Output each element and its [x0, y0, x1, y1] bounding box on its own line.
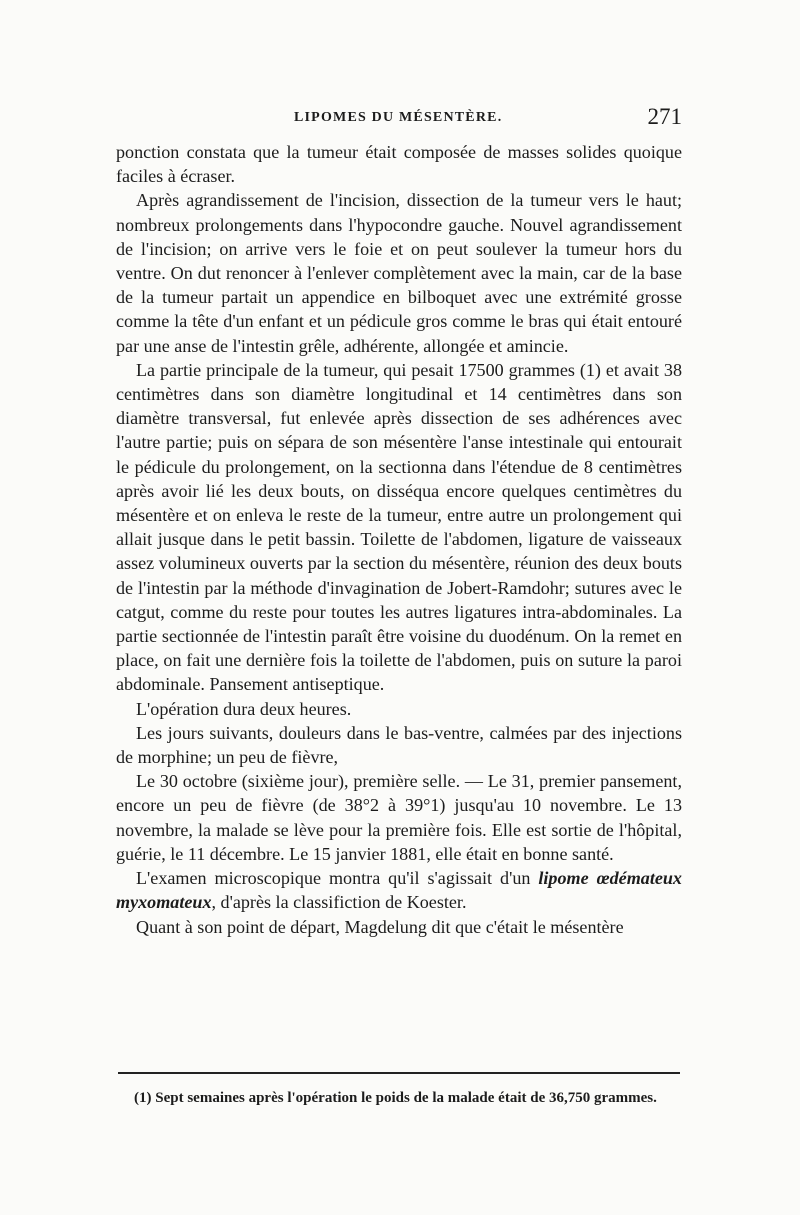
paragraph-1: ponction constata que la tumeur était composée de masses solides quoique faciles à écraser.: [116, 142, 682, 187]
paragraph-4: L'opération dura deux heures.: [136, 698, 352, 719]
footnote-marker: (1): [134, 1090, 152, 1106]
paragraph-7-lead: L'examen microscopique montra qu'il s'agissait d'un: [136, 868, 539, 889]
paragraph-8: Quant à son point de départ, Magdelung dit que c'était le mésentère: [136, 916, 624, 937]
paragraph-5: Les jours suivants, douleurs dans le bas-ventre, calmées par des injections de morphine; un peu de fièvre,: [116, 722, 682, 768]
page-number: 271: [647, 104, 682, 129]
body-text: [116, 140, 682, 939]
footnote-text: Sept semaines après l'opération le poids de la malade était de 36,750 grammes.: [151, 1090, 657, 1106]
paragraph-7: [116, 866, 682, 914]
footnote-rule: [118, 1072, 680, 1074]
running-title: LIPOMES DU MÉSENTÈRE.: [294, 110, 503, 125]
paragraph-6: Le 30 octobre (sixième jour), première selle. — Le 31, premier pansement, encore un peu de fièvre (de 38°2 à 39°1) jusqu'au 10 novembre. Le 13 novembre, la malade se lève pour la première fois. Elle est sortie de l'hôpital, guérie, le 11 décembre. Le 15 janvier 1881, elle était en bonne santé.: [116, 771, 682, 864]
diagnosis-term: lipome œdémateux myxomateux: [116, 868, 682, 913]
footnote: [116, 1088, 682, 1109]
page-header: [116, 104, 682, 132]
paragraph-2: Après agrandissement de l'incision, dissection de la tumeur vers le haut; nombreux prolongements dans l'hypocondre gauche. Nouvel agrandissement de l'incision; on arrive vers le foie et on peut soulever la tumeur hors du ventre. On dut renoncer à l'enlever complètement avec la main, car de la base de la tumeur partait un appendice en bilboquet avec une extrémité grosse comme la tête d'un enfant et un pédicule gros comme le bras qui était entouré par une anse de l'intestin grêle, adhérente, allongée et amincie.: [116, 190, 682, 356]
paragraph-3: La partie principale de la tumeur, qui pesait 17500 grammes (1) et avait 38 centimètres dans son diamètre longitudinal et 14 centimètres dans son diamètre transversal, fut enlevée après dissection de ses adhérences avec l'autre partie; puis on sépara de son mésentère l'anse intestinale qui entourait le pédicule du prolongement, on la sectionna dans l'étendue de 8 centimètres après avoir lié les deux bouts, on disséqua encore quelques centimètres du mésentère et on enleva le reste de la tumeur, entre autre un prolongement qui allait jusque dans le petit bassin. Toilette de l'abdomen, ligature de vaisseaux assez volumineux ouverts par la section du mésentère, réunion des deux bouts de l'intestin par la méthode d'invagination de Jobert-Ramdohr; sutures avec le catgut, comme du reste pour toutes les autres ligatures intra-abdominales. La partie sectionnée de l'intestin paraît être voisine du duodénum. On la remet en place, on fait une dernière fois la toilette de l'abdomen, puis on suture la paroi abdominale. Pansement antiseptique.: [116, 359, 682, 695]
paragraph-7-tail: , d'après la classifiction de Koester.: [211, 892, 467, 913]
